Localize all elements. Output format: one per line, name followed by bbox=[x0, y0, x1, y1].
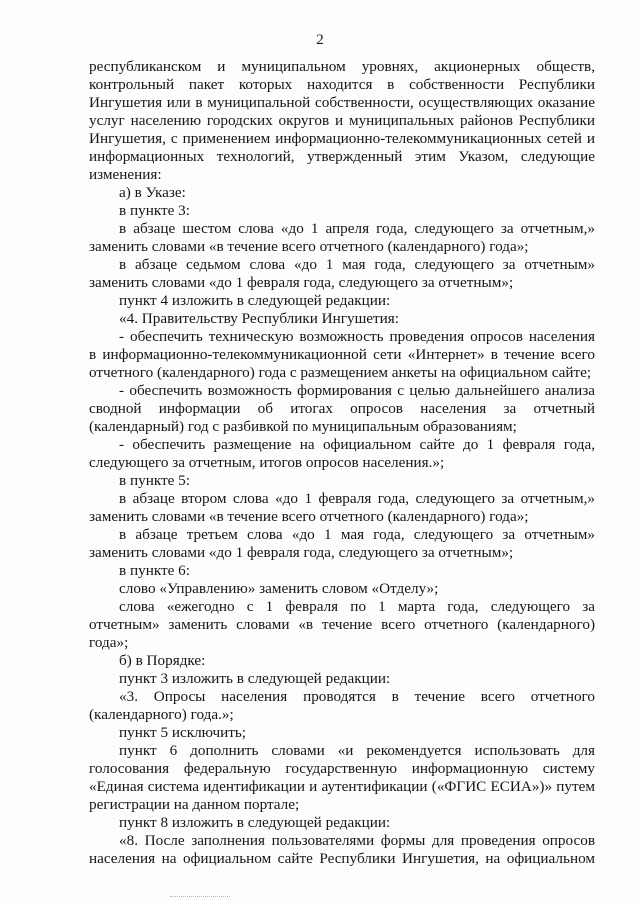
page-number: 2 bbox=[316, 32, 324, 48]
text-line: - обеспечить техническую возможность проведения опросов населения bbox=[119, 328, 595, 345]
text-line: в абзаце третьем слова «до 1 мая года, следующего за отчетным» bbox=[119, 526, 595, 543]
text-line: а) в Указе: bbox=[119, 184, 186, 201]
text-line: Ингушетия, с применением информационно-телекоммуникационных сетей и bbox=[89, 130, 595, 147]
scan-artifact bbox=[170, 896, 230, 899]
text-line: - обеспечить возможность формирования с целью дальнейшего анализа bbox=[119, 382, 595, 399]
text-line: пункт 5 исключить; bbox=[119, 724, 246, 741]
text-line: заменить словами «до 1 февраля года, следующего за отчетным»; bbox=[89, 544, 514, 561]
text-line: отчетного (календарного) года с размещением анкеты на официальном сайте; bbox=[89, 364, 592, 381]
text-line: слово «Управлению» заменить словом «Отделу»; bbox=[119, 580, 439, 597]
text-line: голосования федеральную государственную информационную систему bbox=[89, 760, 595, 777]
text-line: изменения: bbox=[89, 166, 162, 183]
text-line: отчетным» заменить словами «в течение всего отчетного (календарного) bbox=[89, 616, 595, 633]
text-line: следующего за отчетным, итогов опросов населения.»; bbox=[89, 454, 445, 471]
text-line: Ингушетия или в муниципальной собственности, осуществляющих оказание bbox=[89, 94, 595, 111]
text-line: пункт 6 дополнить словами «и рекомендуется использовать для bbox=[119, 742, 595, 759]
text-line: пункт 4 изложить в следующей редакции: bbox=[119, 292, 391, 309]
text-line: в пункте 3: bbox=[119, 202, 190, 219]
text-line: контрольный пакет которых находится в собственности Республики bbox=[89, 76, 595, 93]
text-line: в пункте 6: bbox=[119, 562, 190, 579]
text-line: заменить словами «до 1 февраля года, следующего за отчетным»; bbox=[89, 274, 514, 291]
text-line: регистрации на данном портале; bbox=[89, 796, 300, 813]
text-line: сводной информации об итогах опросов населения за отчетный bbox=[89, 400, 595, 417]
text-line: в информационно-телекоммуникационной сети «Интернет» в течение всего bbox=[89, 346, 595, 363]
text-line: в абзаце втором слова «до 1 февраля года, следующего за отчетным,» bbox=[119, 490, 595, 507]
text-line: «Единая система идентификации и аутентификации («ФГИС ЕСИА»)» путем bbox=[89, 778, 595, 795]
text-line: слова «ежегодно с 1 февраля по 1 марта года, следующего за bbox=[119, 598, 595, 615]
text-line: в абзаце седьмом слова «до 1 мая года, следующего за отчетным» bbox=[119, 256, 595, 273]
text-line: в пункте 5: bbox=[119, 472, 190, 489]
text-line: «4. Правительству Республики Ингушетия: bbox=[119, 310, 399, 327]
document-body bbox=[89, 58, 595, 868]
text-line: - обеспечить размещение на официальном сайте до 1 февраля года, bbox=[119, 436, 595, 453]
text-line: (календарного) года.»; bbox=[89, 706, 234, 723]
text-line: б) в Порядке: bbox=[119, 652, 206, 669]
text-line: услуг населению городских округов и муниципальных районов Республики bbox=[89, 112, 595, 129]
text-line: «8. После заполнения пользователями формы для проведения опросов bbox=[119, 832, 595, 849]
text-line: заменить словами «в течение всего отчетного (календарного) года»; bbox=[89, 238, 529, 255]
text-line: года»; bbox=[89, 634, 129, 651]
text-line: «3. Опросы населения проводятся в течение всего отчетного bbox=[119, 688, 595, 705]
text-line: (календарный) год с разбивкой по муниципальным образованиям; bbox=[89, 418, 517, 435]
text-line: пункт 3 изложить в следующей редакции: bbox=[119, 670, 391, 687]
text-line: заменить словами «в течение всего отчетного (календарного) года»; bbox=[89, 508, 529, 525]
text-line: информационных технологий, утвержденный этим Указом, следующие bbox=[89, 148, 595, 165]
text-line: в абзаце шестом слова «до 1 апреля года, следующего за отчетным,» bbox=[119, 220, 595, 237]
text-line: населения на официальном сайте Республики Ингушетия, на официальном bbox=[89, 850, 595, 867]
text-line: республиканском и муниципальном уровнях, акционерных обществ, bbox=[89, 58, 595, 75]
text-line: пункт 8 изложить в следующей редакции: bbox=[119, 814, 391, 831]
